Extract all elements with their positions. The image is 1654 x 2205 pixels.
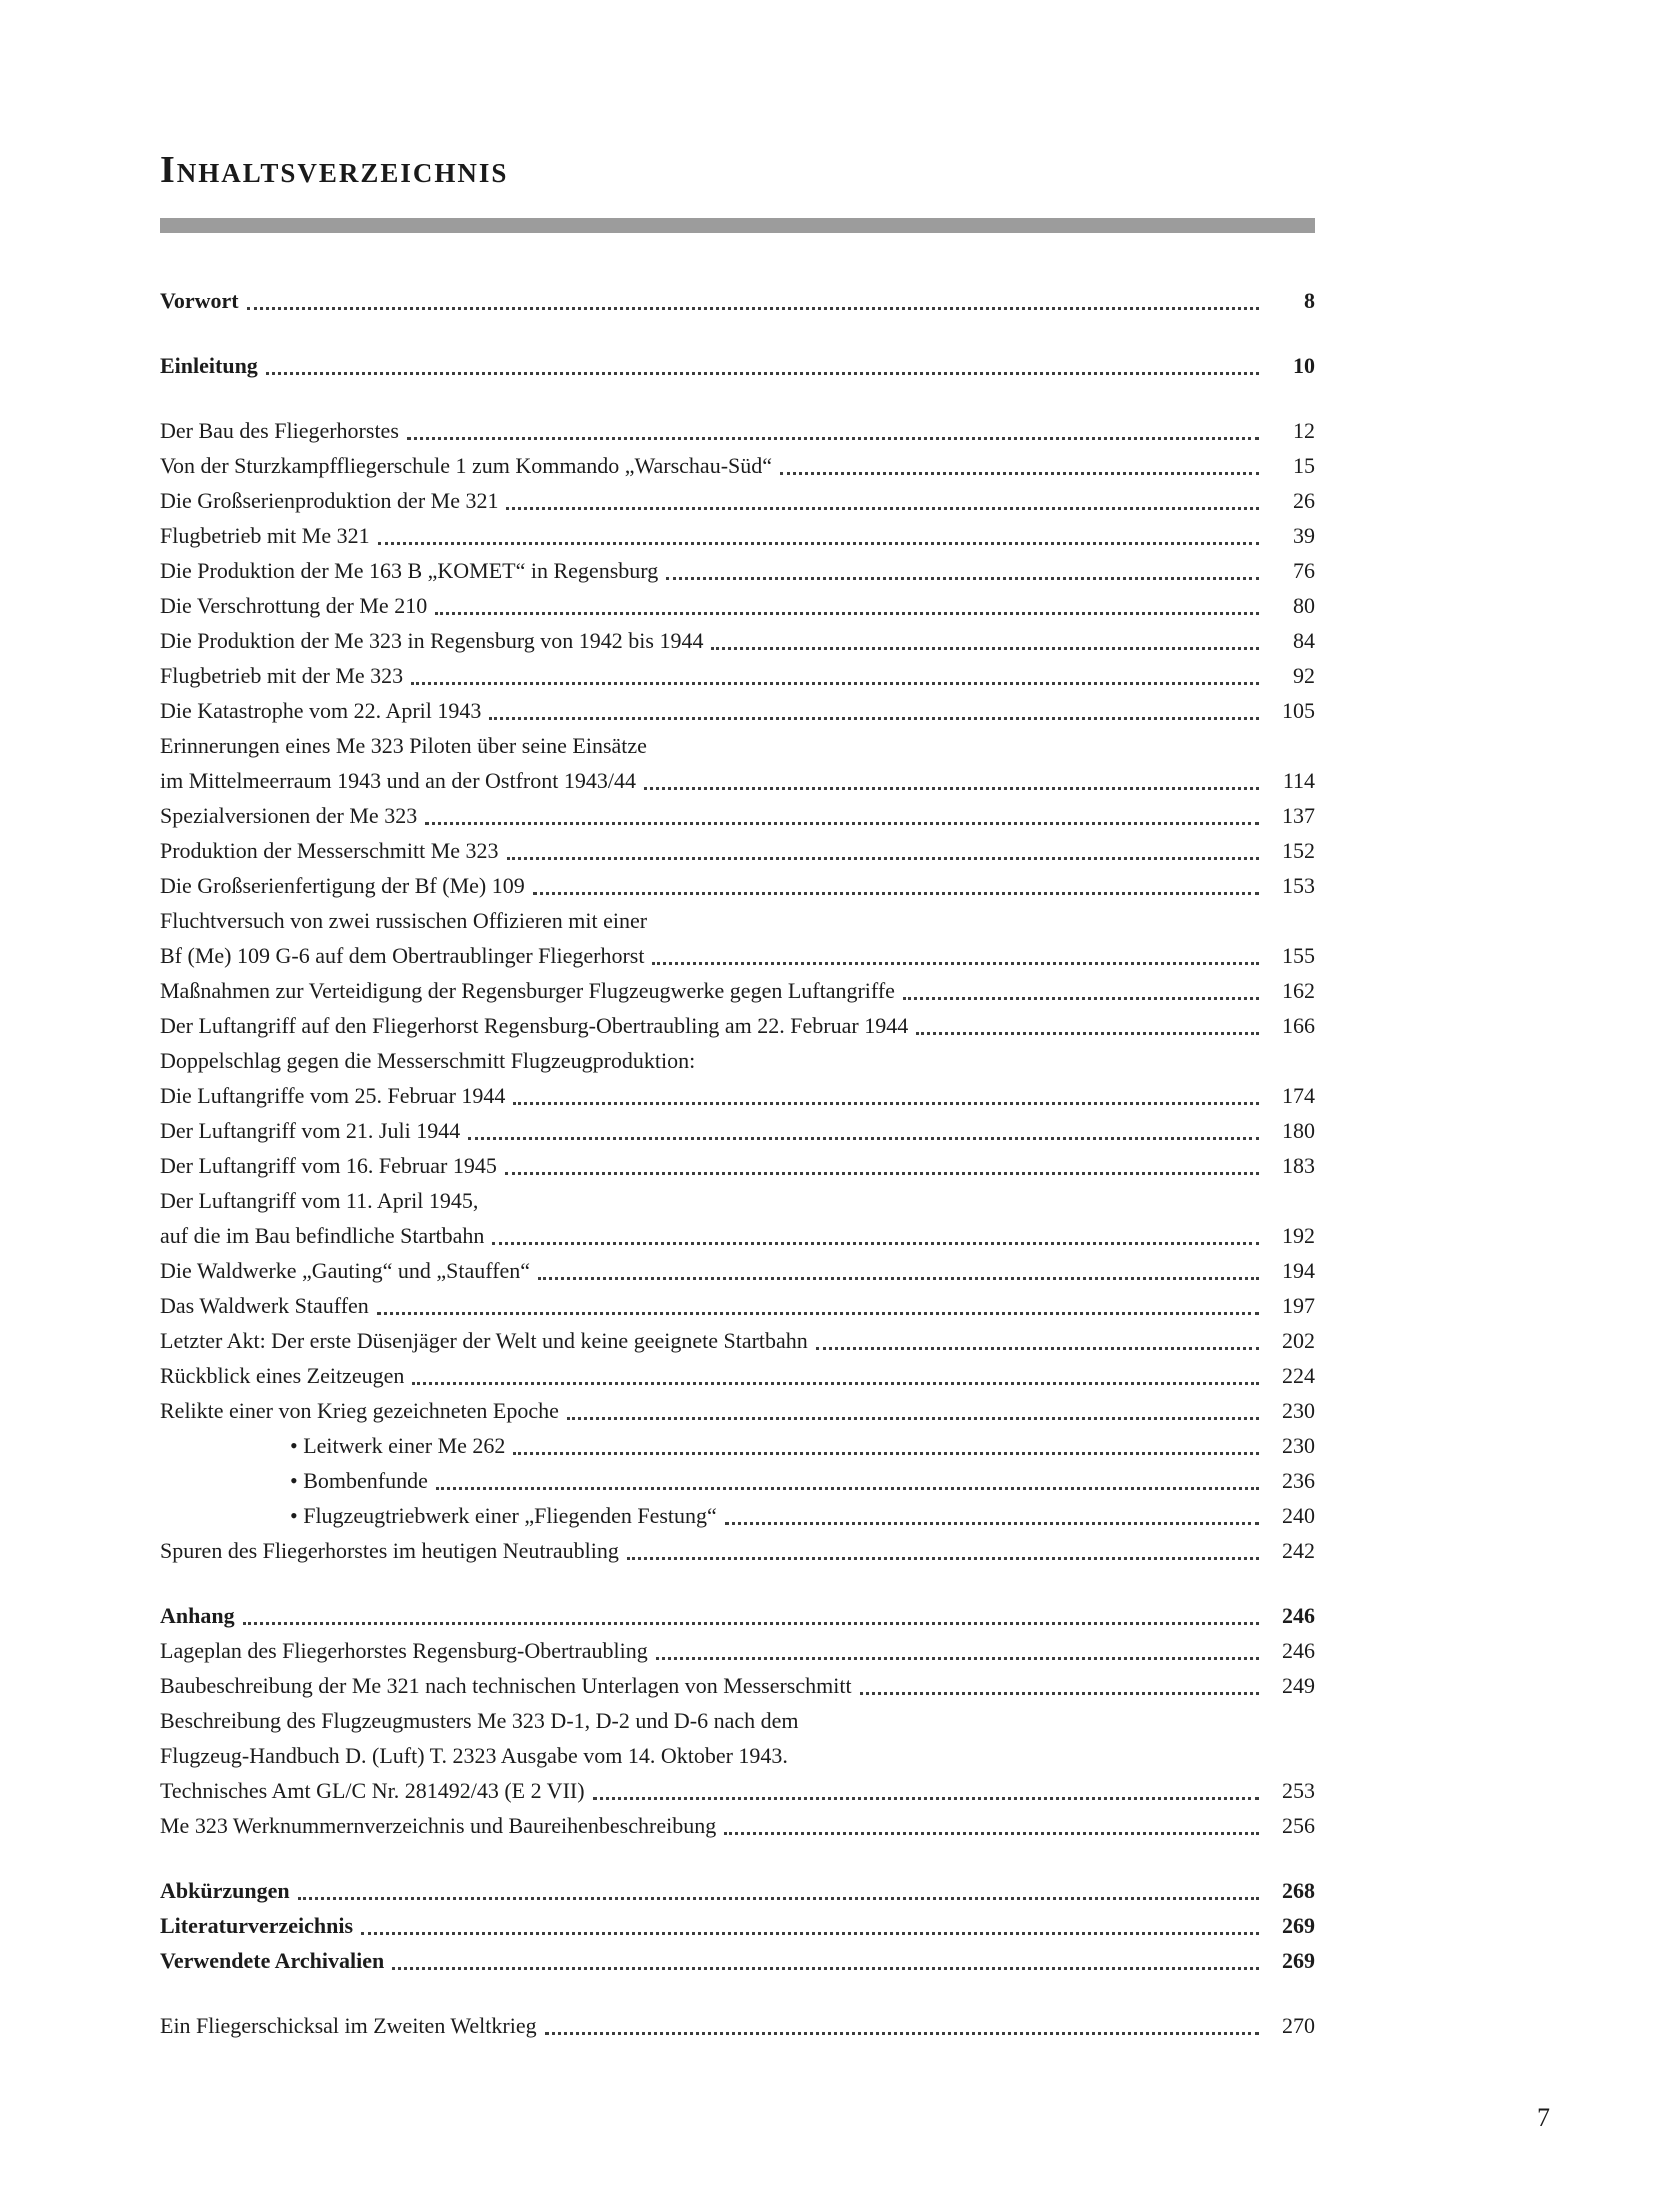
toc-dot-leader <box>507 857 1259 860</box>
toc-page-number: 230 <box>1282 1433 1315 1458</box>
toc-entry-title: Flugbetrieb mit Me 321 <box>160 523 370 548</box>
toc-dot-leader <box>780 472 1259 475</box>
toc-entry-title-line: Beschreibung des Flugzeugmusters Me 323 D-1, D-2 und D-6 nach dem <box>160 1708 799 1733</box>
toc-entry <box>160 1113 1315 1148</box>
toc-page-number: 84 <box>1293 628 1315 653</box>
toc-entry-row <box>160 553 1315 588</box>
toc-entry <box>160 1908 1315 1943</box>
toc-entry <box>160 868 1315 903</box>
toc-dot-leader <box>903 997 1259 1000</box>
toc-entry-row <box>160 1773 1315 1808</box>
toc-entry-title: • Flugzeugtriebwerk einer „Fliegenden Festung“ <box>290 1503 717 1528</box>
toc-entry-title: Die Verschrottung der Me 210 <box>160 593 428 618</box>
toc-page-number: 183 <box>1282 1153 1315 1178</box>
toc-dot-leader <box>593 1797 1259 1800</box>
toc-page-number: 137 <box>1282 803 1315 828</box>
toc-entry-row <box>160 1358 1315 1393</box>
toc-entry-title: Der Bau des Fliegerhorstes <box>160 418 399 443</box>
toc-dot-leader <box>666 577 1259 580</box>
toc-entry-title: Spuren des Fliegerhorstes im heutigen Neutraubling <box>160 1538 619 1563</box>
toc-dot-leader <box>489 717 1259 720</box>
toc-page-number: 236 <box>1282 1468 1315 1493</box>
toc-entry-title: Spezialversionen der Me 323 <box>160 803 418 828</box>
toc-entry-title: Flugbetrieb mit der Me 323 <box>160 663 404 688</box>
toc-entry-row <box>160 1908 1315 1943</box>
toc-entry-title: Die Luftangriffe vom 25. Februar 1944 <box>160 1083 506 1108</box>
toc-entry-row <box>160 1943 1315 1978</box>
toc-page-number: 269 <box>1282 1913 1315 1938</box>
toc-entry-row <box>160 483 1315 518</box>
toc-entry-title: Lageplan des Fliegerhorstes Regensburg-Obertraubling <box>160 1638 648 1663</box>
toc-entry-title: Baubeschreibung der Me 321 nach technischen Unterlagen von Messerschmitt <box>160 1673 852 1698</box>
toc-page-number: 270 <box>1282 2013 1315 2038</box>
toc-entry-title: Ein Fliegerschicksal im Zweiten Weltkrieg <box>160 2013 537 2038</box>
toc-entry-title: Letzter Akt: Der erste Düsenjäger der Welt und keine geeignete Startbahn <box>160 1328 808 1353</box>
toc-entry <box>160 1808 1315 1843</box>
toc-dot-leader <box>724 1832 1259 1835</box>
toc-page-number: 92 <box>1293 663 1315 688</box>
toc-entry-title-line: Fluchtversuch von zwei russischen Offizieren mit einer <box>160 908 648 933</box>
toc-entry-title: Die Großserienfertigung der Bf (Me) 109 <box>160 873 525 898</box>
toc-entry-title: im Mittelmeerraum 1943 und an der Ostfront 1943/44 <box>160 768 636 793</box>
toc-dot-leader <box>435 612 1259 615</box>
toc-entry-row <box>160 1253 1315 1288</box>
toc-entry <box>160 798 1315 833</box>
toc-entry-row <box>160 1393 1315 1428</box>
toc-entry-title: Relikte einer von Krieg gezeichneten Epoche <box>160 1398 559 1423</box>
toc-entry <box>160 903 1315 973</box>
toc-page-number: 15 <box>1293 453 1315 478</box>
toc-dot-leader <box>361 1932 1259 1935</box>
toc-page-number: 268 <box>1282 1878 1315 1903</box>
toc-entry <box>160 973 1315 1008</box>
toc-entry-title: Der Luftangriff vom 16. Februar 1945 <box>160 1153 497 1178</box>
toc-dot-leader <box>266 372 1259 375</box>
toc-page-number: 202 <box>1282 1328 1315 1353</box>
toc-entry-title: Die Waldwerke „Gauting“ und „Stauffen“ <box>160 1258 531 1283</box>
toc-entry-title: • Bombenfunde <box>290 1468 428 1493</box>
toc-entry-title-line: Erinnerungen eines Me 323 Piloten über seine Einsätze <box>160 733 647 758</box>
toc-entry-title: Von der Sturzkampffliegerschule 1 zum Kommando „Warschau-Süd“ <box>160 453 773 478</box>
toc-entry-title: Anhang <box>160 1603 235 1628</box>
toc-page-number: 153 <box>1282 873 1315 898</box>
toc-dot-leader <box>378 542 1259 545</box>
toc-entry <box>160 348 1315 383</box>
toc-entry-row <box>160 1668 1315 1703</box>
toc-entry-row <box>160 763 1315 798</box>
toc-entry <box>160 1533 1315 1568</box>
toc-entry-row <box>290 1463 1315 1498</box>
toc-entry-row <box>290 1498 1315 1533</box>
toc-entry-title: Verwendete Archivalien <box>160 1948 385 1973</box>
toc-entry-title: Maßnahmen zur Verteidigung der Regensburger Flugzeugwerke gegen Luftangriffe <box>160 978 895 1003</box>
toc-entry <box>160 1598 1315 1633</box>
toc-entry-title: Der Luftangriff auf den Fliegerhorst Regensburg-Obertraubling am 22. Februar 1944 <box>160 1013 909 1038</box>
toc-dot-leader <box>725 1522 1259 1525</box>
toc-dot-leader <box>298 1897 1259 1900</box>
toc-dot-leader <box>567 1417 1259 1420</box>
toc-entry <box>160 1428 1315 1463</box>
toc-entry-row <box>160 283 1315 318</box>
toc-page-number: 80 <box>1293 593 1315 618</box>
toc-dot-leader <box>506 507 1259 510</box>
toc-entry-row <box>160 693 1315 728</box>
toc-entry <box>160 658 1315 693</box>
toc-entry-row <box>160 973 1315 1008</box>
toc-entry-title: Bf (Me) 109 G-6 auf dem Obertraublinger Fliegerhorst <box>160 943 645 968</box>
toc-page-number: 246 <box>1282 1603 1315 1628</box>
toc-dot-leader <box>513 1102 1259 1105</box>
toc-entry-row <box>160 1288 1315 1323</box>
toc-entry-row <box>160 1148 1315 1183</box>
toc-dot-leader <box>816 1347 1259 1350</box>
toc-page-number: 249 <box>1282 1673 1315 1698</box>
toc-entry <box>160 623 1315 658</box>
toc-entry-title: Die Produktion der Me 323 in Regensburg von 1942 bis 1944 <box>160 628 704 653</box>
toc-page-number: 12 <box>1293 418 1315 443</box>
toc-dot-leader <box>492 1242 1259 1245</box>
toc-entry <box>160 413 1315 448</box>
toc-entry-row <box>290 1428 1315 1463</box>
toc-page-number: 240 <box>1282 1503 1315 1528</box>
toc-page-number: 242 <box>1282 1538 1315 1563</box>
toc-entry-row <box>160 623 1315 658</box>
toc-page-number: 253 <box>1282 1778 1315 1803</box>
toc-dot-leader <box>513 1452 1259 1455</box>
toc-page-number: 162 <box>1282 978 1315 1003</box>
toc-dot-leader <box>711 647 1259 650</box>
toc-page-number: 10 <box>1293 353 1315 378</box>
toc-entry-row <box>160 1598 1315 1633</box>
toc-entry <box>160 833 1315 868</box>
toc-entry-title: Produktion der Messerschmitt Me 323 <box>160 838 499 863</box>
footer-page-number: 7 <box>1537 2103 1550 2132</box>
toc-page-number: 76 <box>1293 558 1315 583</box>
toc-page-number: 174 <box>1282 1083 1315 1108</box>
toc-entry-title: • Leitwerk einer Me 262 <box>290 1433 506 1458</box>
toc-entry-row <box>160 1808 1315 1843</box>
title-underline-bar <box>160 218 1315 233</box>
toc-dot-leader <box>412 1382 1259 1385</box>
toc-entry-row <box>160 1323 1315 1358</box>
toc-entry <box>160 1873 1315 1908</box>
toc-page-number: 180 <box>1282 1118 1315 1143</box>
toc-dot-leader <box>407 437 1259 440</box>
toc-entry-row <box>160 868 1315 903</box>
toc-entry <box>160 518 1315 553</box>
toc-entry <box>160 283 1315 318</box>
toc-dot-leader <box>392 1967 1259 1970</box>
page-content <box>160 148 1315 2043</box>
toc-dot-leader <box>505 1172 1259 1175</box>
toc-page-number: 152 <box>1282 838 1315 863</box>
toc-entry-title-line: Flugzeug-Handbuch D. (Luft) T. 2323 Ausgabe vom 14. Oktober 1943. <box>160 1743 788 1768</box>
toc-entry-title: Die Großserienproduktion der Me 321 <box>160 488 499 513</box>
toc-entry <box>160 1943 1315 1978</box>
page-title: Inhaltsverzeichnis <box>160 149 509 191</box>
toc-entry-title: Das Waldwerk Stauffen <box>160 1293 369 1318</box>
toc-entry-row <box>160 1078 1315 1113</box>
toc-page-number: 39 <box>1293 523 1315 548</box>
toc-entry-row <box>160 1218 1315 1253</box>
toc-dot-leader <box>468 1137 1259 1140</box>
toc-entry <box>160 1253 1315 1288</box>
toc-page-number: 155 <box>1282 943 1315 968</box>
toc-dot-leader <box>652 962 1259 965</box>
toc-entry <box>160 1668 1315 1703</box>
toc-entry <box>160 1288 1315 1323</box>
toc-page-number: 8 <box>1304 288 1315 313</box>
toc-page-number: 105 <box>1282 698 1315 723</box>
toc-dot-leader <box>436 1487 1259 1490</box>
toc-entry-title: Rückblick eines Zeitzeugen <box>160 1363 405 1388</box>
toc-dot-leader <box>533 892 1259 895</box>
toc-entry-title: auf die im Bau befindliche Startbahn <box>160 1223 485 1248</box>
toc-entry <box>160 553 1315 588</box>
toc-list <box>160 283 1315 2043</box>
toc-page-number: 192 <box>1282 1223 1315 1248</box>
toc-entry-title: Die Produktion der Me 163 B „KOMET“ in Regensburg <box>160 558 659 583</box>
toc-entry <box>160 1323 1315 1358</box>
toc-entry <box>160 1393 1315 1428</box>
toc-entry <box>160 483 1315 518</box>
toc-entry-title-line: Der Luftangriff vom 11. April 1945, <box>160 1188 479 1213</box>
toc-entry-title: Technisches Amt GL/C Nr. 281492/43 (E 2 VII) <box>160 1778 585 1803</box>
toc-entry-row <box>160 1873 1315 1908</box>
toc-entry-row <box>160 1008 1315 1043</box>
toc-entry <box>160 588 1315 623</box>
toc-entry <box>160 1463 1315 1498</box>
toc-entry-row <box>160 588 1315 623</box>
toc-entry-title: Vorwort <box>160 288 239 313</box>
toc-entry-title: Der Luftangriff vom 21. Juli 1944 <box>160 1118 461 1143</box>
toc-dot-leader <box>656 1657 1259 1660</box>
toc-dot-leader <box>243 1622 1259 1625</box>
toc-entry-title: Einleitung <box>160 353 258 378</box>
toc-entry-row <box>160 1633 1315 1668</box>
toc-page-number: 194 <box>1282 1258 1315 1283</box>
toc-page-number: 269 <box>1282 1948 1315 1973</box>
toc-entry-row <box>160 938 1315 973</box>
toc-dot-leader <box>860 1692 1259 1695</box>
toc-entry <box>160 1358 1315 1393</box>
toc-page-number: 166 <box>1282 1013 1315 1038</box>
toc-page-number: 256 <box>1282 1813 1315 1838</box>
toc-entry-title: Me 323 Werknummernverzeichnis und Baureihenbeschreibung <box>160 1813 717 1838</box>
toc-entry <box>160 693 1315 728</box>
toc-dot-leader <box>411 682 1259 685</box>
toc-dot-leader <box>545 2032 1259 2035</box>
toc-entry <box>160 1183 1315 1253</box>
toc-entry <box>160 1043 1315 1113</box>
toc-page-number: 114 <box>1282 768 1315 793</box>
toc-entry-title: Abkürzungen <box>160 1878 290 1903</box>
toc-entry <box>160 728 1315 798</box>
toc-entry <box>160 1148 1315 1183</box>
toc-entry <box>160 2008 1315 2043</box>
toc-entry-row <box>160 833 1315 868</box>
toc-entry <box>160 1633 1315 1668</box>
toc-entry-row <box>160 1533 1315 1568</box>
toc-entry-row <box>160 348 1315 383</box>
toc-entry-row <box>160 413 1315 448</box>
toc-entry-row <box>160 518 1315 553</box>
toc-dot-leader <box>377 1312 1259 1315</box>
toc-entry-title: Die Katastrophe vom 22. April 1943 <box>160 698 482 723</box>
toc-entry <box>160 1498 1315 1533</box>
toc-entry <box>160 1703 1315 1808</box>
toc-entry-title-line: Doppelschlag gegen die Messerschmitt Flugzeugproduktion: <box>160 1048 696 1073</box>
toc-dot-leader <box>425 822 1259 825</box>
toc-entry-row <box>160 448 1315 483</box>
toc-dot-leader <box>538 1277 1259 1280</box>
toc-entry-title: Literaturverzeichnis <box>160 1913 354 1938</box>
toc-entry-row <box>160 2008 1315 2043</box>
toc-page-number: 224 <box>1282 1363 1315 1388</box>
toc-entry-row <box>160 798 1315 833</box>
toc-entry <box>160 448 1315 483</box>
toc-entry <box>160 1008 1315 1043</box>
toc-page-number: 197 <box>1282 1293 1315 1318</box>
toc-entry-row <box>160 1113 1315 1148</box>
toc-page-number: 26 <box>1293 488 1315 513</box>
toc-page-number: 246 <box>1282 1638 1315 1663</box>
toc-entry-row <box>160 658 1315 693</box>
toc-dot-leader <box>247 307 1259 310</box>
toc-dot-leader <box>627 1557 1259 1560</box>
toc-dot-leader <box>644 787 1259 790</box>
toc-page-number: 230 <box>1282 1398 1315 1423</box>
toc-dot-leader <box>916 1032 1259 1035</box>
